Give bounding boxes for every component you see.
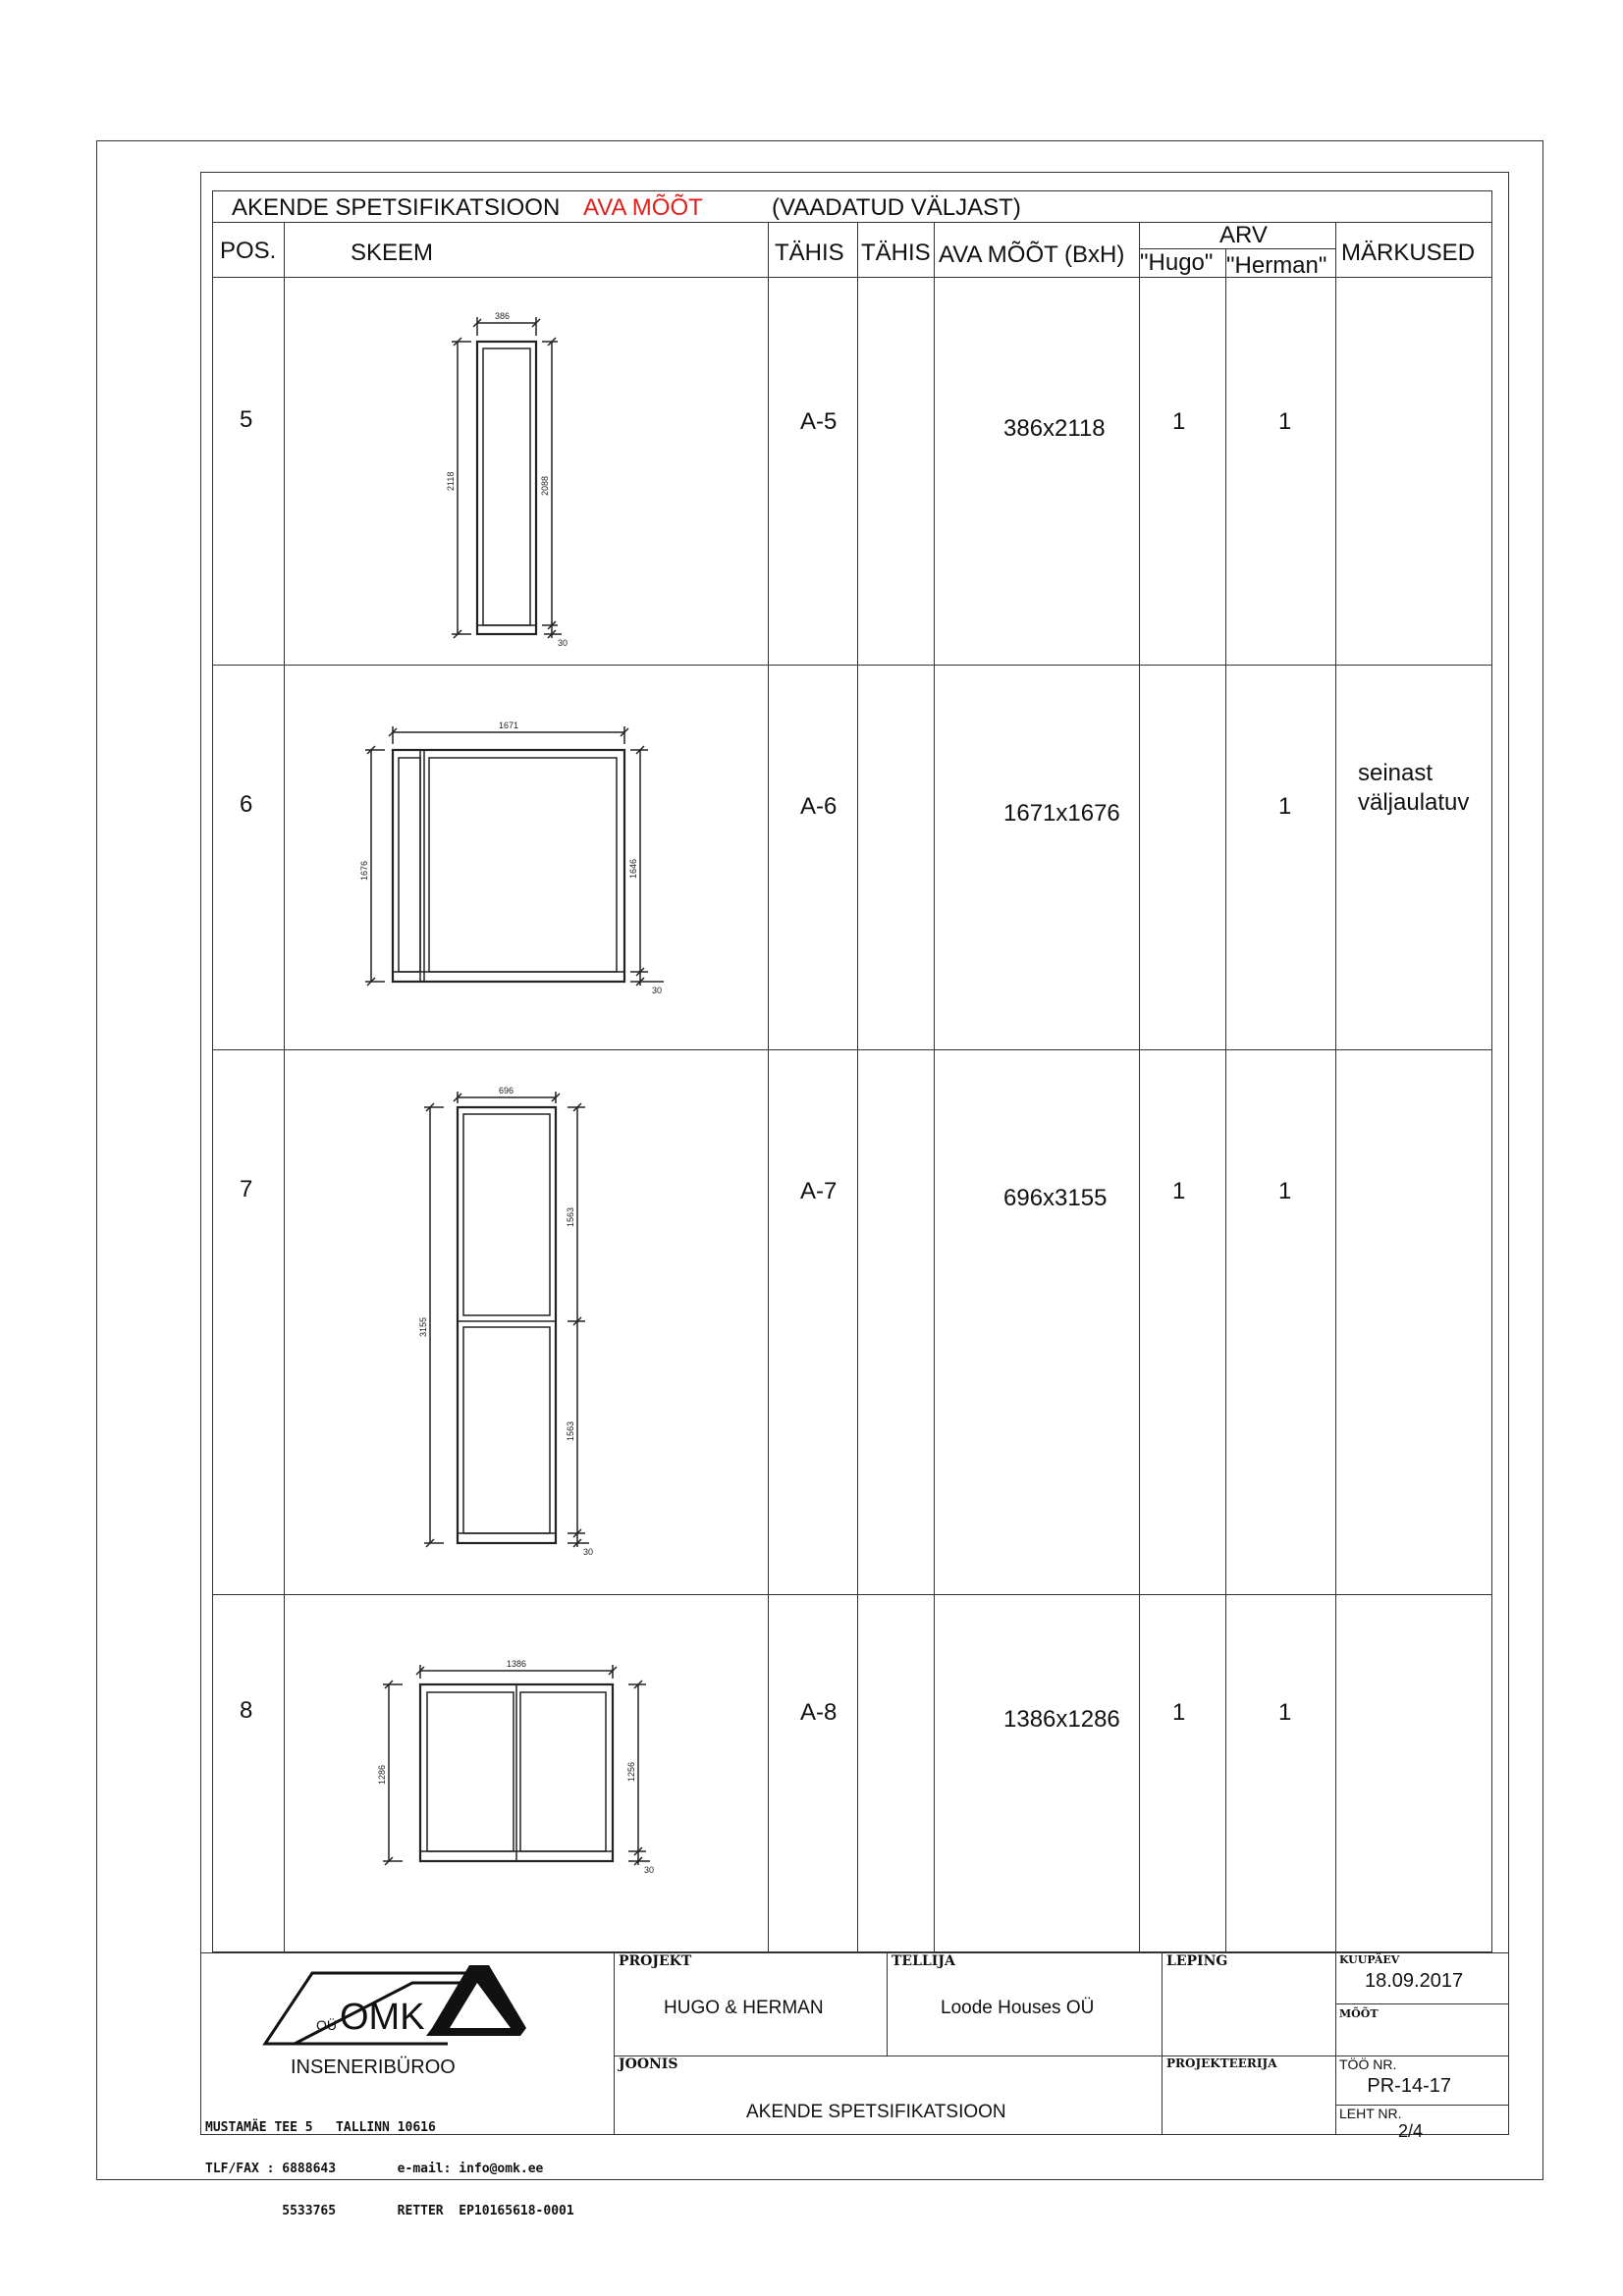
row-7-ava: 696x3155 <box>1003 1185 1108 1211</box>
table-subtitle: (VAADATUD VÄLJAST) <box>772 194 1021 221</box>
a7-width-dim: 696 <box>499 1086 514 1095</box>
col-pos: POS. <box>220 238 277 264</box>
row-8-hugo: 1 <box>1172 1699 1186 1726</box>
row-6-note-1: seinast <box>1358 760 1434 786</box>
row-8-ava: 1386x1286 <box>1003 1706 1120 1733</box>
a7-height-dim: 3155 <box>418 1316 428 1337</box>
joonis-label: JOONIS <box>619 2056 678 2072</box>
col-arv: ARV <box>1219 222 1268 248</box>
logo-prefix: OÜ <box>316 2017 337 2033</box>
row-5-hugo: 1 <box>1172 408 1186 435</box>
projekteerija-label: PROJEKTEERIJA <box>1166 2056 1277 2070</box>
a6-height-dim: 1676 <box>359 860 369 881</box>
table-title-red: AVA MÕÕT <box>583 194 703 221</box>
kuupaev-value: 18.09.2017 <box>1365 1970 1464 1992</box>
a6-width-dim: 1671 <box>499 721 519 730</box>
row-6-ava: 1671x1676 <box>1003 800 1120 827</box>
leht-nr-label: LEHT NR. <box>1339 2106 1402 2121</box>
row-6-note-2: väljaulatuv <box>1358 789 1470 816</box>
row-7-hugo: 1 <box>1172 1178 1186 1204</box>
row-7-herman: 1 <box>1278 1178 1292 1204</box>
row-6-herman: 1 <box>1278 793 1292 820</box>
logo-text: OMK <box>340 1997 425 2038</box>
col-ava-moot: AVA MÕÕT (BxH) <box>939 241 1125 268</box>
tellija-value: Loode Houses OÜ <box>941 1998 1095 2018</box>
a6-offset-dim: 30 <box>652 986 663 995</box>
kuupaev-label: KUUPÄEV <box>1339 1953 1400 1966</box>
window-diagram-a7 <box>424 1092 589 1547</box>
row-5-ava: 386x2118 <box>1003 415 1106 442</box>
row-7-tahis: A-7 <box>800 1178 838 1204</box>
a5-height-dim: 2118 <box>446 471 456 491</box>
row-6-tahis: A-6 <box>800 793 838 820</box>
row-8-tahis: A-8 <box>800 1699 838 1726</box>
a8-offset-dim: 30 <box>644 1865 655 1875</box>
col-hugo: "Hugo" <box>1140 249 1214 276</box>
col-tahis-2: TÄHIS <box>861 240 931 266</box>
a7-inner-dim-2: 1563 <box>566 1420 575 1441</box>
a8-inner-dim: 1256 <box>626 1761 636 1782</box>
a7-offset-dim: 30 <box>583 1547 594 1557</box>
window-diagram-a8 <box>383 1665 650 1865</box>
moot-label: MÕÕT <box>1339 2007 1379 2020</box>
tellija-label: TELLIJA <box>892 1953 955 1969</box>
col-herman: "Herman" <box>1226 252 1327 279</box>
window-diagram-a6 <box>365 726 664 986</box>
a7-inner-dim-1: 1563 <box>566 1206 575 1227</box>
row-5-tahis: A-5 <box>800 408 838 435</box>
row-5-herman: 1 <box>1278 408 1292 435</box>
col-tahis-1: TÄHIS <box>775 240 844 266</box>
leht-nr-value: 2/4 <box>1398 2121 1424 2141</box>
table-title: AKENDE SPETSIFIKATSIOON <box>232 194 561 221</box>
col-skeem: SKEEM <box>351 240 434 266</box>
company-address: MUSTAMÄE TEE 5 TALLINN 10616 TLF/FAX : 6888643 e-mail: info@omk.ee 5533765 RETTER EP10165618-0001 <box>205 2119 574 2219</box>
a5-width-dim: 386 <box>495 311 511 321</box>
row-6-pos: 6 <box>240 791 253 818</box>
a8-height-dim: 1286 <box>377 1764 387 1785</box>
too-nr-value: PR-14-17 <box>1367 2075 1451 2097</box>
row-7-pos: 7 <box>240 1176 253 1202</box>
a8-width-dim: 1386 <box>507 1659 527 1669</box>
too-nr-label: TÖÖ NR. <box>1339 2056 1397 2072</box>
projekt-value: HUGO & HERMAN <box>664 1998 824 2018</box>
a5-inner-dim: 2088 <box>540 475 550 496</box>
row-8-herman: 1 <box>1278 1699 1292 1726</box>
row-5-pos: 5 <box>240 406 253 433</box>
a6-inner-dim: 1646 <box>628 858 638 879</box>
a5-offset-dim: 30 <box>558 638 568 648</box>
joonis-value: AKENDE SPETSIFIKATSIOON <box>746 2102 1006 2122</box>
projekt-label: PROJEKT <box>619 1953 692 1969</box>
col-markused: MÄRKUSED <box>1341 240 1476 266</box>
company-name: INSENERIBÜROO <box>291 2056 456 2078</box>
leping-label: LEPING <box>1166 1953 1228 1969</box>
row-8-pos: 8 <box>240 1697 253 1724</box>
